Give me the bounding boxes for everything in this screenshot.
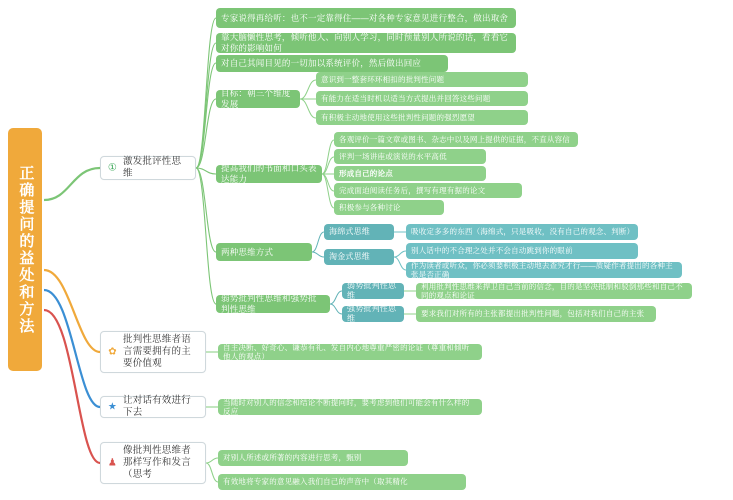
leaf-ask-answer-ability[interactable]: 有能力在适当时机以适当方式提出并回答这些问题 [316,91,528,106]
leaf-values-desc[interactable]: 自主决断、好奇心、谦恭有礼、发自内心地尊重严密的论证（尊重和倾听他人的观点） [218,344,482,360]
branch-node-critical-thinking[interactable] [100,156,196,180]
leaf-strong-critical-desc[interactable]: 要求我们对所有的主张都提出批判性问题，包括对我们自己的主张 [416,306,656,322]
branch-label: 批判性思维者语言需要拥有的主要价值观 [123,334,191,369]
subnode-weak-critical[interactable]: 弱势批判性思维 [342,283,404,299]
branch-label: 像批判性思维者那样写作和发言（思考 [123,445,191,480]
subnode-sponge-thinking[interactable]: 海绵式思维 [324,224,394,240]
subnode-goal-three-dimensions[interactable]: 目标：朝三个维度发展 [216,90,300,108]
subnode-improve-expression[interactable]: 提高我们的书面和口头表达能力 [216,165,322,183]
leaf-panning-desc-1[interactable]: 别人话中的不合理之处并不会自动跳到你的眼前 [406,243,638,259]
subnode-listen-learn[interactable]: 靠大脑懒性思考，倾听他人、向别人学习，同时预量别人所说的话，看看它对你的影响如何 [216,33,516,53]
branch-label: 让对话有效进行下去 [123,395,191,418]
leaf-judge-lecture[interactable]: 评判一场讲座或演说的水平高低 [334,149,486,164]
leaf-form-own-argument[interactable]: 形成自己的论点 [334,166,486,181]
leaf-question-set[interactable]: 意识到一整套环环相扣的批判性问题 [316,72,528,87]
root-node[interactable]: 正确提问的益处和方法 [8,128,42,371]
leaf-join-discussion[interactable]: 积极参与各种讨论 [334,200,444,215]
leaf-write-speak-desc-1[interactable]: 对别人所述或所著的内容进行思考，甄别 [218,450,408,466]
leaf-write-paper[interactable]: 完成面迫阅读任务后，撰写有理有据的论文 [334,183,522,198]
branch-node-write-speak[interactable] [100,442,206,484]
person-icon: ♟ [107,457,118,468]
star-icon: ★ [107,401,118,412]
branch-label: 激发批评性思维 [123,156,182,179]
branch-node-effective-dialogue[interactable] [100,396,206,418]
leaf-write-speak-desc-2[interactable]: 有效地将专家的意见融入我们自己的声音中（取其精化 [218,474,466,490]
subnode-two-thinking-modes[interactable]: 两种思维方式 [216,243,312,261]
subnode-strong-critical[interactable]: 强势批判性思维 [342,306,404,322]
subnode-expert-opinion[interactable]: 专家说得再给听：也不一定靠得住——对各种专家意见进行整合，做出取舍 [216,8,516,28]
leaf-panning-desc-2[interactable]: 作为读者或听众，你必须要积极主动地去查究才行——质疑作者提出的各种主张是否正确 [406,262,682,278]
leaf-weak-critical-desc[interactable]: 利用批判性思维来捍卫自己当前的信念，目的是坚决抵制和驳倒那些和自己不同的观点和论证 [416,283,692,299]
subnode-weak-strong-thinking[interactable]: 弱势批判性思维和强势批判性思维 [216,295,330,313]
leaf-active-desire[interactable]: 有积极主动地使用这些批判性问题的强烈愿望 [316,110,528,125]
leaf-sponge-desc[interactable]: 吸收定多多的东西（海绵式，只是吸收，没有自己的观念、判断） [406,224,638,240]
subnode-panning-thinking[interactable]: 淘金式思维 [324,249,394,265]
branch-node-values[interactable] [100,331,206,373]
leaf-evaluate-sources[interactable]: 各观评价一篇文章或图书、杂志中以及网上提供的证据，不直从容信 [334,132,578,147]
leaf-dialogue-desc[interactable]: 当随时对别人的信念和结论不断提问时，要考虑到他们可能会有什么样的反应 [218,399,482,415]
lightbulb-icon: ① [107,162,118,173]
subnode-systematic-evaluation[interactable]: 对自己其闻目见的一切加以系统评价，然后做出回应 [216,55,448,72]
gear-icon: ✿ [108,346,117,357]
